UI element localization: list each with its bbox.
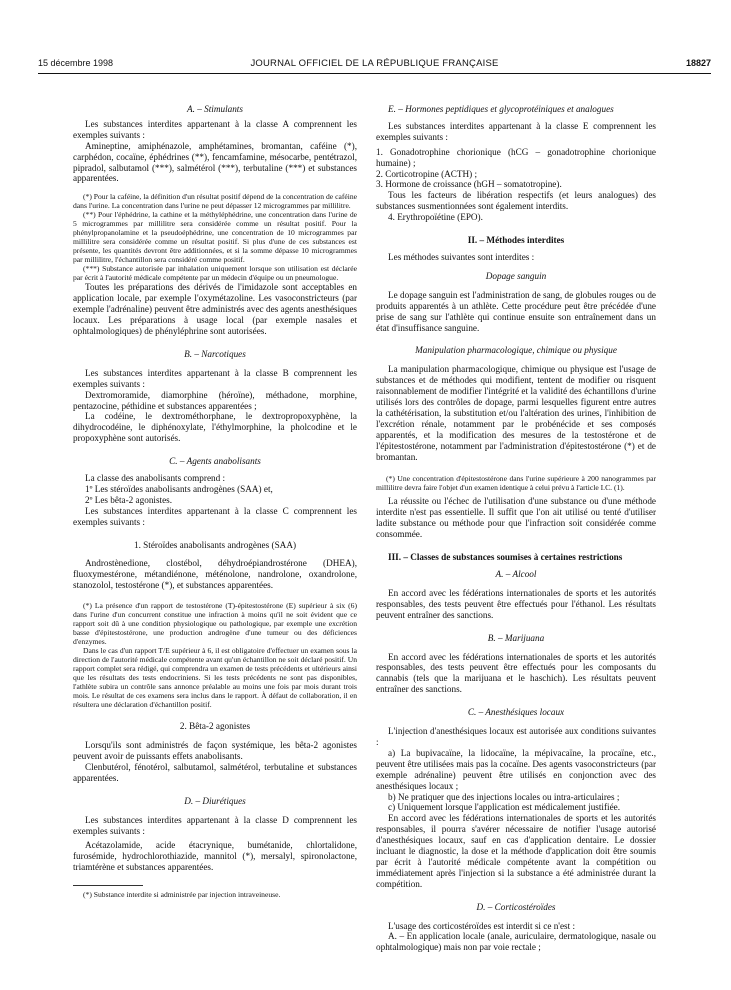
list-item: 1. Gonadotrophine chorionique (hCG – gonadotrophine chorionique humaine) ; <box>376 146 656 168</box>
footnote: Dans le cas d'un rapport T/E supérieur à 6, il est obligatoire d'effectuer un examen sous la direction de l'autorité médicale compétente avant qu'un échantillon ne soit déclaré positif. Un rapport complet sera rédigé, qui comprendra un examen de tests précédents et ultérieurs ainsi que les résultats des tests endocriniens. Si les tests précédents ne sont pas disponibles, l'athlète subira un contrôle sans annonce préalable au moins une fois par mois durant trois mois. Le résultat de ces examens sera inclus dans le rapport. À défaut de collaboration, il en résultera une déclaration d'échantillon positif. <box>73 646 357 710</box>
paragraph: Le dopage sanguin est l'administration de sang, de globules rouges ou de produits apparentés à un athlète. Cette procédure peut être précédée d'une prise de sang sur l'athlète qui continue ensuite son entraînement dans un état d'insuffisance sanguine. <box>376 289 656 333</box>
section-title-narcotiques: B. – Narcotiques <box>184 348 246 359</box>
footnotes <box>376 474 656 492</box>
subsection-title-alcool: A. – Alcool <box>495 569 537 579</box>
footnotes <box>73 601 357 709</box>
paragraph: La classe des anabolisants comprend : <box>85 473 226 484</box>
subsection-title-corticosteroides: D. – Corticostéroïdes <box>476 901 556 912</box>
list-item: 2. Corticotropine (ACTH) ; <box>376 168 478 179</box>
page-number: 18827 <box>685 58 711 68</box>
list-item: 1º Les stéroïdes anabolisants androgènes (SAA) et, <box>85 483 273 494</box>
list-item: A. – En application locale (anale, auriculaire, dermatologique, nasale ou ophtalmologique) mais non par voie rectale ; <box>376 931 656 953</box>
right-column <box>376 104 656 953</box>
list-item: 2º Les bêta-2 agonistes. <box>85 494 173 505</box>
list-item: a) La bupivacaïne, la lidocaïne, la mépivacaïne, la procaïne, etc., peuvent être utilisées mais pas la cocaïne. Des agents vasoconstricteurs (par exemple adrénaline) peuvent être utilisés en conjonction avec des anesthésiques locaux ; <box>376 747 656 791</box>
footnotes <box>73 192 357 282</box>
footnote: (*) Une concentration d'épitestostérone dans l'urine supérieure à 200 nanogrammes par millilitre devra faire l'objet d'un examen identique à celui prévu à l'article I.C. (1). <box>376 474 656 493</box>
paragraph: Tous les facteurs de libération respectifs (et leurs analogues) des substances susmentionnées sont également interdits. <box>376 190 656 212</box>
list-item: b) Ne pratiquer que des injections locales ou intra-articulaires ; <box>388 791 620 802</box>
section-title-diuretiques: D. – Diurétiques <box>184 795 246 806</box>
paragraph: Toutes les préparations des dérivés de l'imidazole sont acceptables en application locale, par exemple l'oxymétazoline. Les vasoconstricteurs (par exemple l'adrénaline) peuvent être administrés avec des agents anesthésiques locaux. Les préparations à usage local (par exemple nasales et ophtalmologiques) de phényléphrine sont autorisées. <box>73 282 357 336</box>
paragraph: La codéine, le dextrométhorphane, le dextropropoxyphène, la dihydrocodéine, le diphénoxylate, l'éthylmorphine, la pholcodine et le propoxyphène sont autorisés. <box>73 411 357 444</box>
paragraph: Les substances interdites appartenant à la classe E comprennent les exemples suivants : <box>376 120 656 142</box>
paragraph: L'injection d'anesthésiques locaux est autorisée aux conditions suivantes : <box>376 726 656 747</box>
paragraph: Les substances interdites appartenant à la classe C comprennent les exemples suivants : <box>73 505 357 527</box>
substance-list: Amineptine, amiphénazole, amphétamines, bromantan, caféine (*), carphédon, cocaïne, éphédrines (**), fencamfamine, mésocarbe, pentétrazol, pipradol, salbutamol (***), salmétérol (***), terbutaline (***) et substances apparentées. <box>73 140 357 184</box>
footnote: (*) Substance interdite si administrée par injection intraveineuse. <box>83 890 281 900</box>
substance-list: Dextromoramide, diamorphine (héroïne), méthadone, morphine, pentazocine, péthidine et substances apparentées ; <box>73 389 357 411</box>
paragraph: Les substances interdites appartenant à la classe D comprennent les exemples suivants : <box>73 814 357 836</box>
subsection-title-saa: 1. Stéroïdes anabolisants androgènes (SAA) <box>133 539 297 550</box>
paragraph: En accord avec les fédérations internationales de sports et les autorités responsables, il pourra s'avérer nécessaire de notifier l'usage autorisé d'anesthésiques locaux, sauf en cas d'application dentaire. Le dossier incluant le diagnostic, la dose et la méthode d'application doit être soumis par écrit à l'autorité médicale compétente avant la compétition ou immédiatement après l'injection si la substance a été administrée durant la compétition. <box>376 813 656 889</box>
paragraph: L'usage des corticostéroïdes est interdit si ce n'est : <box>388 920 576 931</box>
substance-list: Clenbutérol, fénotérol, salbutamol, salmétérol, terbutaline et substances apparentées. <box>73 761 357 783</box>
section-title-stimulants: A. – Stimulants <box>187 104 243 114</box>
subsection-title-anesthesiques: C. – Anesthésiques locaux <box>467 707 565 718</box>
substance-list: Androstènedione, clostébol, déhydroépiandrostérone (DHEA), fluoxymestérone, métandiénone, méténolone, nandrolone, oxandrolone, stanozolol, testostérone (*), et substances apparentées. <box>73 558 357 591</box>
paragraph: La manipulation pharmacologique, chimique ou physique est l'usage de substances et de méthodes qui modifient, tentent de modifier ou risquent raisonnablement de modifier l'intégrité et la validité des échantillons d'urine utilisés lors des contrôles de dopage, parmi lesquelles figurent entre autres la cathétérisation, la substitution et/ou l'altération des urines, l'inhibition de l'excrétion rénale, notamment par le probénécide et ses composés apparentés, et la modification des mesures de la testostérone et de l'épitestostérone, notamment par l'administration d'épitestostérone (*) et de bromantan. <box>376 364 656 462</box>
subsection-title-marijuana: B. – Marijuana <box>487 632 545 643</box>
left-column <box>73 104 357 899</box>
section-title-methodes: II. – Méthodes interdites <box>467 235 565 246</box>
list-item: 3. Hormone de croissance (hGH – somatotropine). <box>376 179 562 190</box>
header-rule <box>38 73 711 74</box>
subsection-title-manipulation: Manipulation pharmacologique, chimique ou physique <box>415 345 617 356</box>
paragraph: En accord avec les fédérations internationales de sports et les autorités responsables, des tests peuvent être effectués pour les composants du cannabis (tels que la marijuana et le haschich). Les résultats peuvent entraîner des sanctions. <box>376 651 656 695</box>
footnote: (***) Substance autorisée par inhalation uniquement lorsque son utilisation est déclarée par écrit à l'autorité médicale compétente par un médecin d'équipe ou un pneumologue. <box>73 264 357 283</box>
footnote: (*) Pour la caféine, la définition d'un résultat positif dépend de la concentration de caféine dans l'urine. La concentration dans l'urine ne peut dépasser 12 microgrammes par millilitre. <box>73 192 357 211</box>
paragraph: En accord avec les fédérations internationales de sports et les autorités responsables, des tests peuvent être effectués pour l'éthanol. Les résultats peuvent entraîner des sanctions. <box>376 587 656 620</box>
header-date: 15 décembre 1998 <box>38 58 114 68</box>
paragraph: Les substances interdites appartenant à la classe B comprennent les exemples suivants : <box>73 367 357 389</box>
substance-list: Acétazolamide, acide étacrynique, bumétanide, chlortalidone, furosémide, hydrochlorothiazide, mannitol (*), mersalyl, spironolactone, triamtérène et substances apparentées. <box>73 840 357 873</box>
subsection-title-beta2: 2. Bêta-2 agonistes <box>179 721 251 732</box>
section-title-restrictions: III. – Classes de substances soumises à certaines restrictions <box>388 552 623 563</box>
paragraph: Les méthodes suivantes sont interdites : <box>388 251 535 262</box>
footnote: (**) Pour l'éphédrine, la cathine et la méthyléphédrine, une concentration dans l'urine de 5 microgrammes par millilitre sera considérée comme un résultat positif. Pour la phénylpropanolamine et la pseudoéphédrine, une concentration de 10 microgrammes par millilitre sera considérée comme un résultat positif. Si plus d'une de ces substances est présente, les quantités devront être additionnées, et si la somme dépasse 10 microgrammes par millilitre, l'échantillon sera considéré comme positif. <box>73 210 357 265</box>
paragraph: Les substances interdites appartenant à la classe A comprennent les exemples suivants : <box>73 118 357 140</box>
page-header <box>38 58 711 72</box>
header-title: JOURNAL OFFICIEL DE LA RÉPUBLIQUE FRANÇAISE <box>250 58 499 69</box>
subsection-title-dopage: Dopage sanguin <box>485 270 547 281</box>
list-item: 4. Erythropoïétine (EPO). <box>388 212 483 223</box>
footnotes <box>73 890 357 899</box>
footnote: (*) La présence d'un rapport de testostérone (T)-épitestostérone (E) supérieur à six (6) dans l'urine d'un concurrent constitue une infraction à moins qu'il ne soit évident que ce rapport soit dû à une condition physiologique ou pathologique, par exemple une excrétion basse d'épitestostérone, une production androgène d'une tumeur ou des déficiences d'enzymes. <box>73 601 357 647</box>
section-title-hormones: E. – Hormones peptidiques et glycoprotéiniques et analogues <box>388 104 614 114</box>
section-title-anabolisants: C. – Agents anabolisants <box>169 456 261 467</box>
list-item: c) Uniquement lorsque l'application est médicalement justifiée. <box>388 802 621 813</box>
paragraph: La réussite ou l'échec de l'utilisation d'une substance ou d'une méthode interdite n'est pas essentielle. Il suffit que l'on ait utilisé ou tenté d'utiliser ladite substance ou méthode pour que l'infraction soit considérée comme consommée. <box>376 496 656 540</box>
paragraph: Lorsqu'ils sont administrés de façon systémique, les bêta-2 agonistes peuvent avoir de puissants effets anabolisants. <box>73 740 357 761</box>
footnote-rule <box>73 885 143 886</box>
